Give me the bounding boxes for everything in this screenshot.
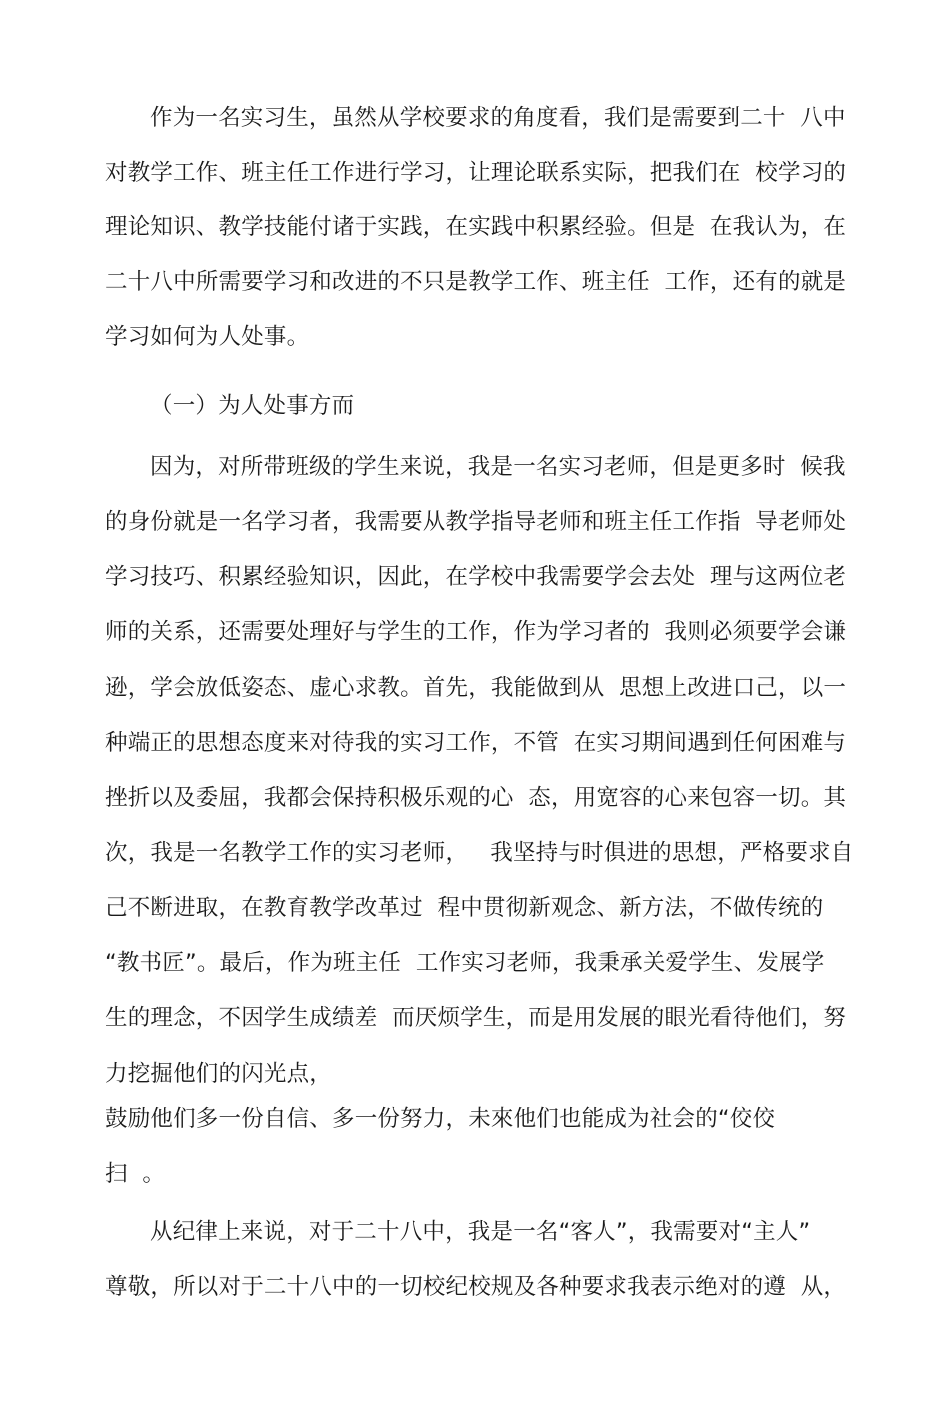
paragraph-1-line-2: 对教学工作、班主任工作进行学习，让理论联系实际，把我们在 校学习的	[105, 160, 847, 186]
paragraph-2-line-2: 的身份就是一名学习者，我需要从教学指导老师和班主任工作指 导老师处	[105, 509, 847, 535]
paragraph-2-line-5: 逊，学会放低姿态、虚心求教。首先，我能做到从 思想上改进口己，以一	[105, 675, 847, 701]
paragraph-1-line-4: 二十八中所需要学习和改进的不只是教学工作、班主任 工作，还有的就是	[105, 269, 847, 295]
paragraph-2-line-10: “教书匠”。最后，作为班主任 工作实习老师，我秉承关爱学生、发展学	[105, 950, 825, 976]
section-heading: （一）为人处事方而	[150, 393, 355, 419]
paragraph-1-line-1: 作为一名实习生，虽然从学校要求的角度看，我们是需要到二十 八中	[150, 105, 846, 131]
paragraph-2-line-6: 种端正的思想态度来对待我的实习工作，不管 在实习期间遇到任何困难与	[105, 730, 847, 756]
paragraph-2-line-11: 生的理念，不因学生成绩差 而厌烦学生，而是用发展的眼光看待他们，努	[105, 1005, 847, 1031]
paragraph-3-line-1: 从纪律上来说，对于二十八中，我是一名“客人”，我需要对“主人”	[150, 1219, 811, 1245]
paragraph-1-line-3: 理论知识、教学技能付诸于实践，在实践中积累经验。但是 在我认为，在	[105, 214, 847, 240]
paragraph-2-line-9: 己不断进取，在教育教学改革过 程中贯彻新观念、新方法，不做传统的	[105, 895, 824, 921]
paragraph-2-line-4: 师的关系，还需要处理好与学生的工作，作为学习者的 我则必须要学会谦	[105, 619, 847, 645]
paragraph-2-line-7: 挫折以及委屈，我都会保持积极乐观的心 态，用宽容的心来包容一切。其	[105, 785, 847, 811]
paragraph-2-line-3: 学习技巧、积累经验知识，因此，在学校中我需要学会去处 理与这两位老	[105, 564, 847, 590]
paragraph-2-line-8: 次，我是一名教学工作的实习老师， 我坚持与时俱进的思想，严格要求自	[105, 840, 854, 866]
paragraph-2-line-1: 因为，对所带班级的学生来说，我是一名实习老师，但是更多时 候我	[150, 454, 846, 480]
paragraph-1-line-5: 学习如何为人处事。	[105, 324, 310, 350]
paragraph-2-line-13: 鼓励他们多一份自信、多一份努力，未來他们也能成为社会的“佼佼	[105, 1106, 776, 1132]
paragraph-2-line-14: 扫 。	[105, 1161, 166, 1187]
paragraph-2-line-12: 力挖掘他们的闪光点，	[105, 1061, 333, 1087]
paragraph-3-line-2: 尊敬，所以对于二十八中的一切校纪校规及各种要求我表示绝对的遵 从，	[105, 1274, 847, 1300]
